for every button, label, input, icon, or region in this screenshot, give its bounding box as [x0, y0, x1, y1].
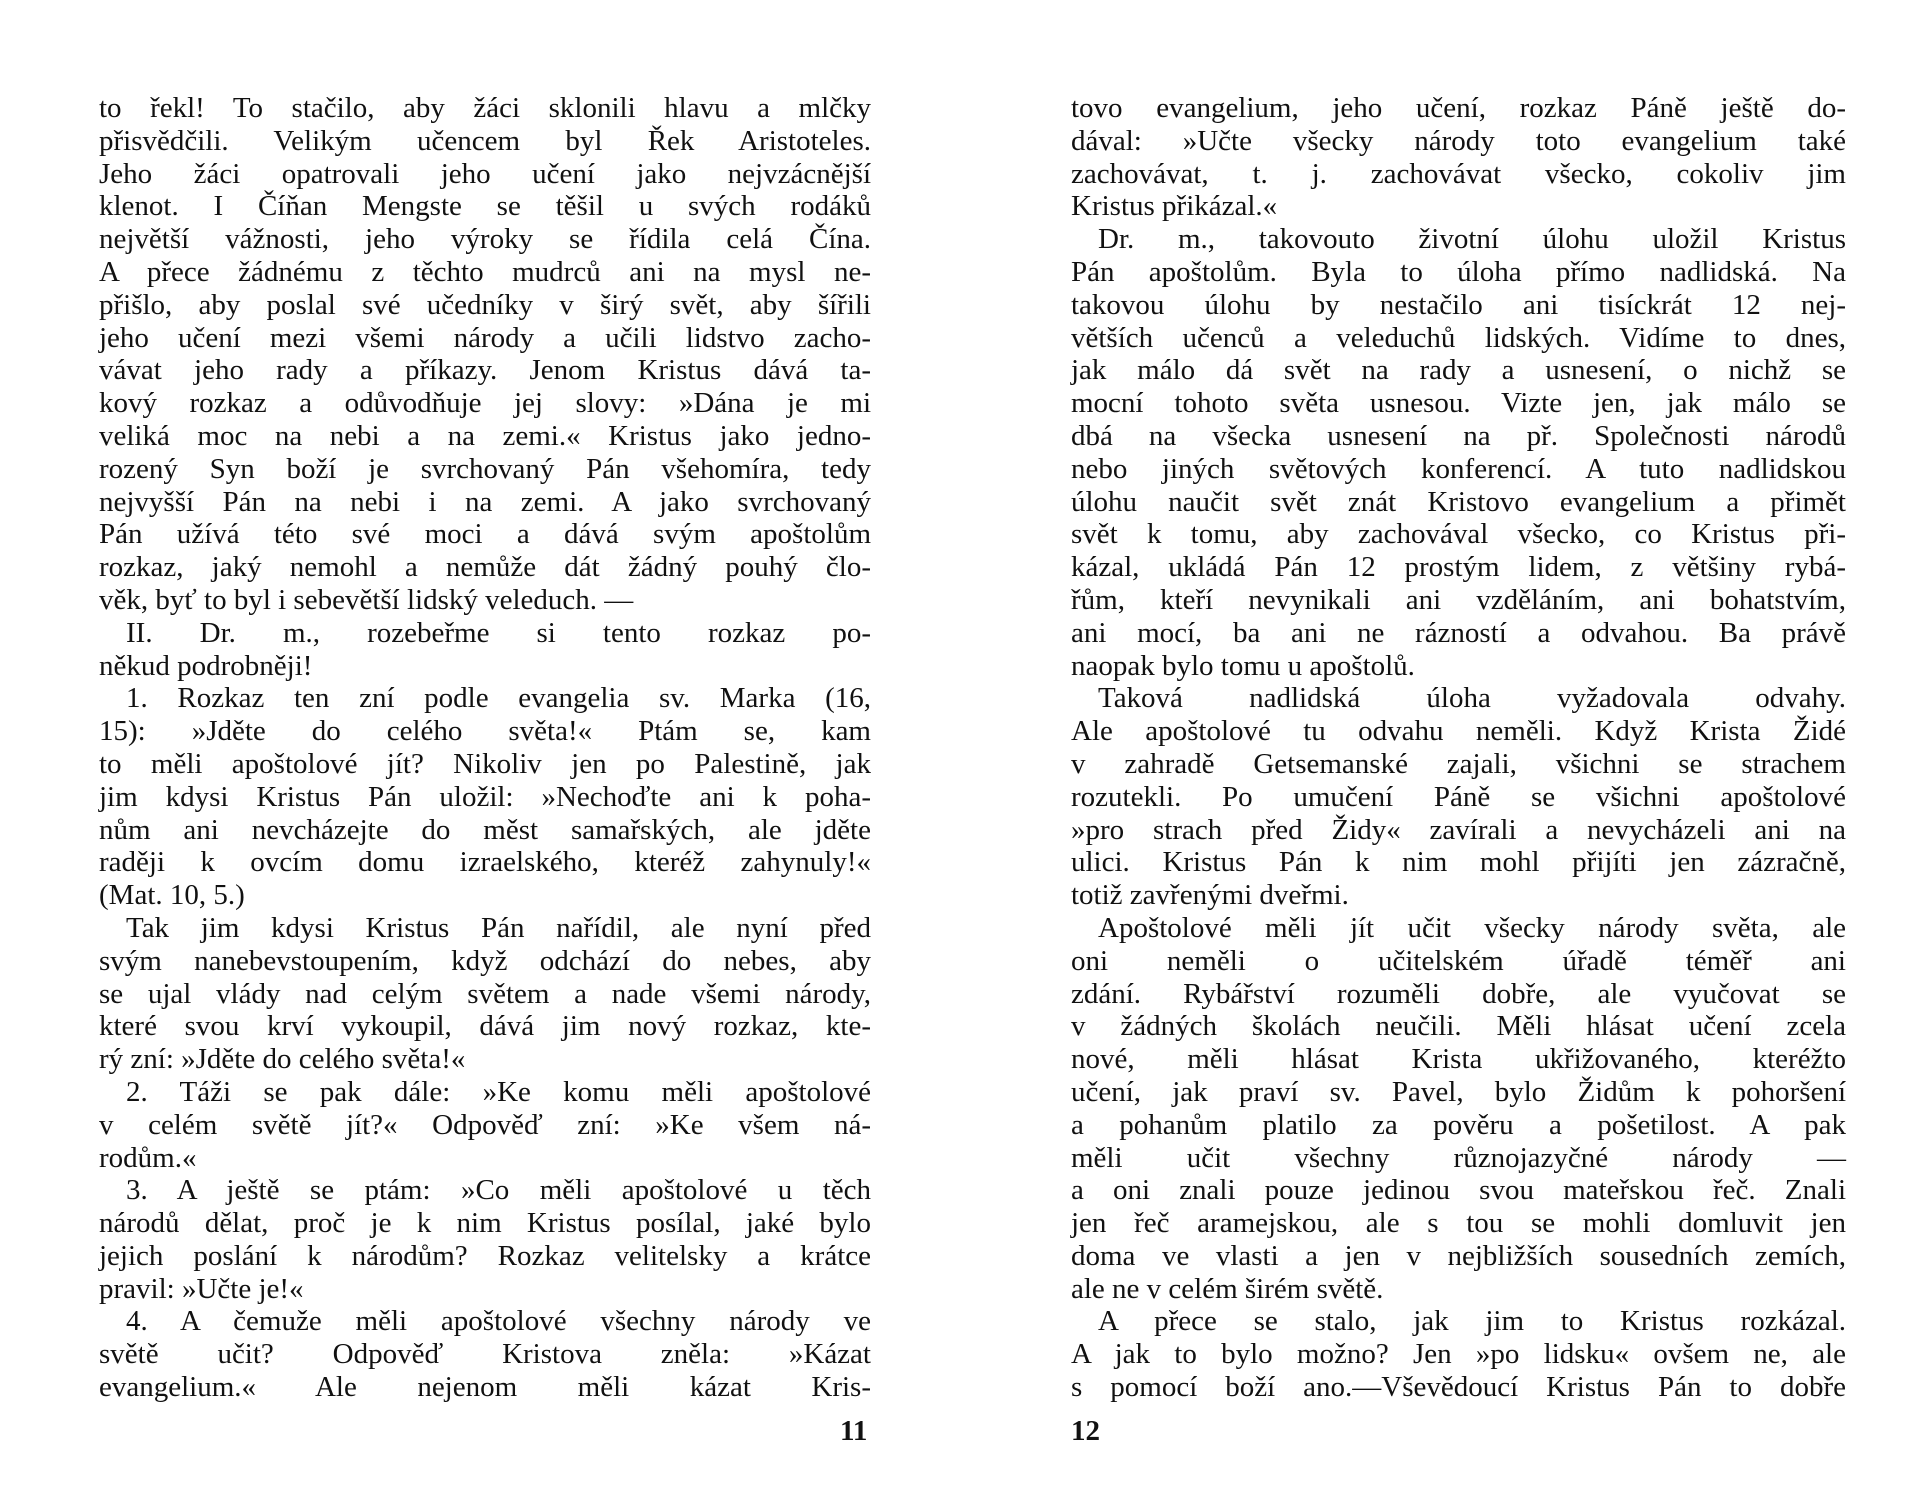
text-line: dbá na všecka usnesení na př. Společnosti národů — [1071, 419, 1846, 452]
text-line: naopak bylo tomu u apoštolů. — [1071, 649, 1415, 682]
text-line: Ale apoštolové tu odvahu neměli. Když Krista Židé — [1071, 715, 1846, 748]
text-line: jak málo dá svět na rady a usnesení, o nichž se — [1071, 354, 1846, 387]
right-page-text — [1071, 92, 1846, 1404]
text-line: A jak to bylo možno? Jen »po lidsku« ovšem ne, ale — [1071, 1338, 1846, 1371]
text-line: úlohu naučit svět znát Kristovo evangelium a přimět — [1071, 485, 1846, 518]
text-line: svět k tomu, aby zachovával všecko, co Kristus při- — [1071, 518, 1846, 551]
text-line: zachovávat, t. j. zachovávat všecko, cokoliv jim — [1071, 157, 1846, 190]
text-line: největší vážnosti, jeho výroky se řídila celá Čína. — [99, 223, 871, 256]
text-line: nové, měli hlásat Krista ukřižovaného, kteréžto — [1071, 1043, 1846, 1076]
text-line: (Mat. 10, 5.) — [99, 879, 245, 912]
text-line: oni neměli o učitelském úřadě téměř ani — [1071, 944, 1846, 977]
text-line: jejich poslání k národům? Rozkaz velitelsky a krátce — [99, 1239, 871, 1272]
text-line: jeho učení mezi všemi národy a učili lidstvo zacho- — [99, 321, 871, 354]
text-line: vávat jeho rady a příkazy. Jenom Kristus dává ta- — [99, 354, 871, 387]
text-line: rozkaz, jaký nemohl a nemůže dát žádný pouhý člo- — [99, 551, 871, 584]
text-line: jen řeč aramejskou, ale s tou se mohli domluvit jen — [1071, 1207, 1846, 1240]
text-line: Taková nadlidská úloha vyžadovala odvahy. — [1098, 682, 1846, 715]
text-line: někud podrobněji! — [99, 649, 313, 682]
text-line: Pán užívá této své moci a dává svým apoštolům — [99, 518, 871, 551]
text-line: Pán apoštolům. Byla to úloha přímo nadlidská. Na — [1071, 255, 1846, 288]
text-line: A přece se stalo, jak jim to Kristus rozkázal. — [1098, 1305, 1846, 1338]
text-line: A přece žádnému z těchto mudrců ani na mysl ne- — [99, 255, 871, 288]
text-line: kázal, ukládá Pán 12 prostým lidem, z většiny rybá- — [1071, 551, 1846, 584]
text-line: kový rozkaz a odůvodňuje jej slovy: »Dána je mi — [99, 387, 871, 420]
text-line: zdání. Rybářství rozuměli dobře, ale vyučovat se — [1071, 977, 1846, 1010]
text-line: které svou krví vykoupil, dává jim nový rozkaz, kte- — [99, 1010, 871, 1043]
left-page-text — [99, 92, 871, 1404]
text-line: rý zní: »Jděte do celého světa!« — [99, 1043, 466, 1076]
text-line: se ujal vlády nad celým světem a nade všemi národy, — [99, 977, 871, 1010]
text-line: ani mocí, ba ani ne rázností a odvahou. Ba právě — [1071, 616, 1846, 649]
text-line: II. Dr. m., rozebeřme si tento rozkaz po- — [126, 616, 871, 649]
text-line: »pro strach před Židy« zavírali a nevycházeli ani na — [1071, 813, 1846, 846]
text-line: s pomocí boží ano.—Vševědoucí Kristus Pán to dobře — [1071, 1371, 1846, 1404]
text-line: jim kdysi Kristus Pán uložil: »Nechoďte ani k poha- — [99, 780, 871, 813]
text-line: veliká moc na nebi a na zemi.« Kristus jako jedno- — [99, 419, 871, 452]
text-line: dával: »Učte všecky národy toto evangelium také — [1071, 124, 1846, 157]
right-page-number: 12 — [1071, 1415, 1100, 1447]
text-line: 2. Táži se pak dále: »Ke komu měli apoštolové — [126, 1075, 871, 1108]
text-line: svým nanebevstoupením, když odchází do nebes, aby — [99, 944, 871, 977]
text-line: ale ne v celém širém světě. — [1071, 1272, 1384, 1305]
text-line: nebo jiných světových konferencí. A tuto nadlidskou — [1071, 452, 1846, 485]
text-line: 1. Rozkaz ten zní podle evangelia sv. Marka (16, — [126, 682, 871, 715]
text-line: to řekl! To stačilo, aby žáci sklonili hlavu a mlčky — [99, 92, 871, 124]
text-line: 4. A čemuže měli apoštolové všechny národy ve — [126, 1305, 871, 1338]
text-line: rodům.« — [99, 1141, 197, 1174]
left-page-number: 11 — [840, 1415, 868, 1447]
text-line: světě učit? Odpověď Kristova zněla: »Kázat — [99, 1338, 871, 1371]
text-line: raději k ovcím domu izraelského, kteréž zahynuly!« — [99, 846, 871, 879]
text-line: učení, jak praví sv. Pavel, bylo Židům k pohoršení — [1071, 1075, 1846, 1108]
text-line: klenot. I Číňan Mengste se těšil u svých rodáků — [99, 190, 871, 223]
text-line: větších učenců a veleduchů lidských. Vidíme to dnes, — [1071, 321, 1846, 354]
text-line: takovou úlohu by nestačilo ani tisíckrát 12 nej- — [1071, 288, 1846, 321]
text-line: nům ani nevcházejte do měst samařských, ale jděte — [99, 813, 871, 846]
text-line: měli učit všechny různojazyčné národy — — [1071, 1141, 1846, 1174]
right-page — [960, 0, 1920, 1500]
text-line: Apoštolové měli jít učit všecky národy světa, ale — [1098, 911, 1846, 944]
text-line: evangelium.« Ale nejenom měli kázat Kris- — [99, 1371, 871, 1404]
text-line: přišlo, aby poslal své učedníky v širý svět, aby šířili — [99, 288, 871, 321]
text-line: Dr. m., takovouto životní úlohu uložil Kristus — [1098, 223, 1846, 256]
text-line: tovo evangelium, jeho učení, rozkaz Páně ještě do- — [1071, 92, 1846, 124]
text-line: věk, byť to byl i sebevětší lidský veleduch. — — [99, 583, 634, 616]
text-line: Tak jim kdysi Kristus Pán nařídil, ale nyní před — [126, 911, 871, 944]
text-line: a pohanům platilo za pověru a pošetilost. A pak — [1071, 1108, 1846, 1141]
text-line: mocní tohoto světa usnesou. Vizte jen, jak málo se — [1071, 387, 1846, 420]
text-line: nejvyšší Pán na nebi i na zemi. A jako svrchovaný — [99, 485, 871, 518]
text-line: v celém světě jít?« Odpověď zní: »Ke všem ná- — [99, 1108, 871, 1141]
text-line: přisvědčili. Velikým učencem byl Řek Aristoteles. — [99, 124, 871, 157]
text-line: ulici. Kristus Pán k nim mohl přijíti jen zázračně, — [1071, 846, 1846, 879]
text-line: a oni znali pouze jedinou svou mateřskou řeč. Znali — [1071, 1174, 1846, 1207]
text-line: to měli apoštolové jít? Nikoliv jen po Palestině, jak — [99, 747, 871, 780]
text-line: řům, kteří nevynikali ani vzděláním, ani bohatstvím, — [1071, 583, 1846, 616]
text-line: národů dělat, proč je k nim Kristus posílal, jaké bylo — [99, 1207, 871, 1240]
text-line: rozutekli. Po umučení Páně se všichni apoštolové — [1071, 780, 1846, 813]
text-line: Jeho žáci opatrovali jeho učení jako nejvzácnější — [99, 157, 871, 190]
text-line: v žádných školách neučili. Měli hlásat učení zcela — [1071, 1010, 1846, 1043]
text-line: 15): »Jděte do celého světa!« Ptám se, kam — [99, 715, 871, 748]
text-line: Kristus přikázal.« — [1071, 190, 1278, 223]
text-line: totiž zavřenými dveřmi. — [1071, 879, 1349, 912]
text-line: 3. A ještě se ptám: »Co měli apoštolové u těch — [126, 1174, 871, 1207]
text-line: doma ve vlasti a jen v nejbližších sousedních zemích, — [1071, 1239, 1846, 1272]
text-line: pravil: »Učte je!« — [99, 1272, 304, 1305]
text-line: v zahradě Getsemanské zajali, všichni se strachem — [1071, 747, 1846, 780]
text-line: rozený Syn boží je svrchovaný Pán všehomíra, tedy — [99, 452, 871, 485]
